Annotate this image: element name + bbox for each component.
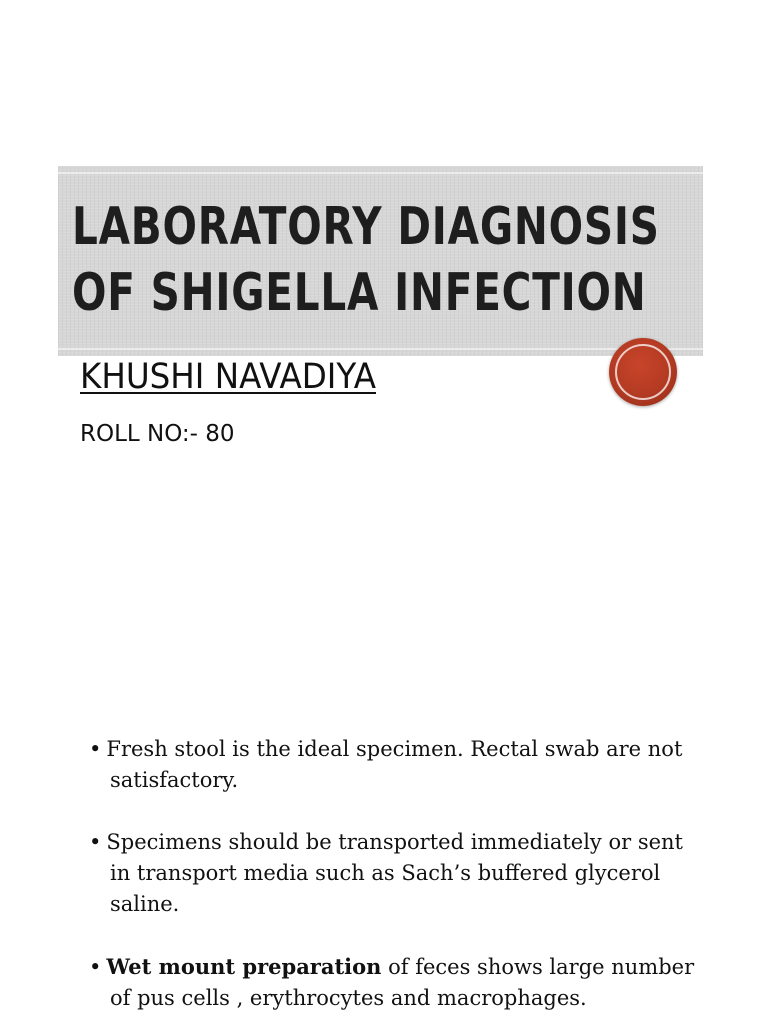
red-circle-badge-icon bbox=[609, 338, 677, 406]
bullet-bold-text: Wet mount preparation bbox=[106, 954, 382, 979]
slide-title-line-2: OF SHIGELLA INFECTION bbox=[72, 263, 647, 323]
bullet-item bbox=[74, 951, 704, 1014]
title-band-top-rule bbox=[58, 172, 703, 174]
slide-title bbox=[72, 194, 660, 326]
slide-title-line-1: LABORATORY DIAGNOSIS bbox=[72, 197, 660, 257]
bullet-text: Fresh stool is the ideal specimen. Rectal swab are not satisfactory. bbox=[106, 737, 683, 792]
bullet-text: of feces shows large number of pus cells , erythrocytes and macrophages. bbox=[110, 955, 695, 1010]
title-band-bottom-rule bbox=[58, 348, 703, 350]
author-name: KHUSHI NAVADIYA bbox=[80, 357, 377, 397]
title-band bbox=[58, 166, 703, 356]
bullet-list bbox=[74, 734, 704, 1024]
bullet-item bbox=[74, 734, 704, 796]
bullet-text: Specimens should be transported immediately or sent in transport media such as Sach’s buffered glycerol saline. bbox=[106, 830, 683, 916]
bullet-item bbox=[74, 827, 704, 920]
roll-number: ROLL NO:- 80 bbox=[80, 421, 235, 447]
